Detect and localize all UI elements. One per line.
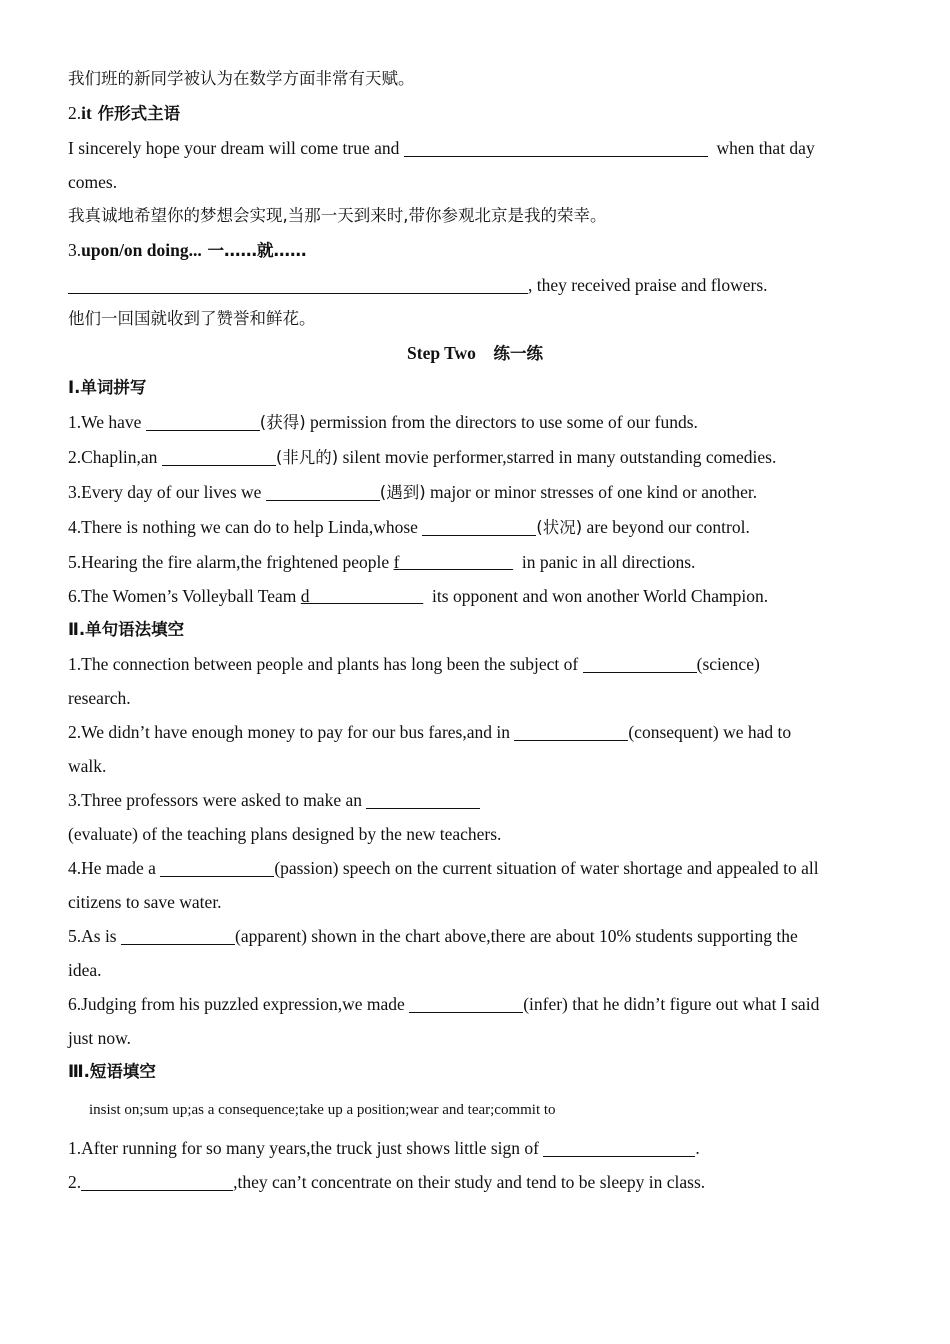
hint-text: (consequent)	[628, 722, 719, 742]
spelling-item	[68, 405, 882, 440]
answer-blank[interactable]	[160, 859, 274, 878]
spelling-item	[68, 579, 882, 613]
section-1-items	[68, 405, 882, 613]
question-text: .	[695, 1138, 700, 1158]
step-title-cn: 练一练	[493, 344, 543, 363]
grammar-item-cont	[68, 681, 882, 715]
question-text: permission from the directors to use some of our funds.	[305, 412, 698, 432]
hint-text: (apparent)	[235, 926, 307, 946]
item-number: 2.	[68, 103, 82, 123]
question-text: 1.We have	[68, 412, 146, 432]
answer-blank[interactable]	[162, 448, 276, 467]
answer-blank[interactable]	[81, 1173, 233, 1192]
grammar-item	[68, 919, 882, 953]
initial-letter: d	[300, 586, 310, 606]
question-text: 6.The Women’s Volleyball Team	[68, 586, 301, 606]
section-2-heading: Ⅱ.单句语法填空	[68, 620, 185, 639]
question-text: 2.	[68, 1172, 82, 1192]
spelling-item	[68, 545, 882, 579]
grammar-item-cont	[68, 953, 882, 987]
hint-text: (非凡的)	[275, 448, 339, 467]
answer-blank[interactable]	[366, 791, 480, 810]
section-3-heading: Ⅲ.短语填空	[68, 1062, 156, 1081]
grammar-item-cont	[68, 1021, 882, 1055]
hint-text: (获得)	[259, 413, 306, 432]
item-2-sentence	[68, 131, 882, 165]
phrase-options: insist on;sum up;as a consequence;take up a position;wear and tear;commit to	[89, 1102, 556, 1118]
question-text: are beyond our control.	[582, 517, 750, 537]
answer-blank[interactable]	[422, 518, 536, 537]
question-text: shown in the chart above,there are about 10% students supporting the	[306, 926, 798, 946]
heading-cn: 一……就……	[201, 241, 307, 260]
step-two-title	[68, 336, 882, 371]
question-text: (evaluate) of the teaching plans designed by the new teachers.	[68, 824, 502, 844]
grammar-item-cont	[68, 749, 882, 783]
spelling-item	[68, 475, 882, 510]
section-2-items	[68, 647, 882, 1055]
hint-text: (遇到)	[379, 483, 426, 502]
answer-blank[interactable]	[121, 927, 235, 946]
answer-blank[interactable]	[409, 995, 523, 1014]
question-text: we had to	[718, 722, 792, 742]
example-translation-1: 我们班的新同学被认为在数学方面非常有天赋。	[68, 69, 415, 88]
question-text: 2.Chaplin,an	[68, 447, 162, 467]
question-text: silent movie performer,starred in many outstanding comedies.	[338, 447, 777, 467]
step-title-en: Step Two	[407, 343, 476, 363]
sentence-text: when that day	[716, 138, 815, 158]
spelling-item	[68, 510, 882, 545]
question-text: 1.The connection between people and plants has long been the subject of	[68, 654, 583, 674]
answer-blank[interactable]	[146, 413, 260, 432]
initial-letter: f	[393, 552, 400, 572]
question-text: walk.	[68, 756, 107, 776]
grammar-item-cont	[68, 817, 882, 851]
question-text: 5.As is	[68, 926, 121, 946]
item-3-heading	[68, 233, 882, 268]
answer-blank[interactable]	[514, 723, 628, 742]
item-2-heading	[68, 96, 882, 131]
initial-letter-blank[interactable]	[394, 552, 514, 572]
grammar-item	[68, 987, 882, 1021]
sentence-text: , they received praise and flowers.	[528, 275, 768, 295]
item-2-sentence-cont: comes.	[68, 172, 118, 192]
item-3-translation: 他们一回国就收到了赞誉和鲜花。	[68, 309, 316, 328]
heading-cn: 作形式主语	[91, 104, 181, 123]
question-text: citizens to save water.	[68, 892, 222, 912]
phrase-item	[68, 1165, 882, 1199]
question-text: speech on the current situation of water shortage and appealed to all	[338, 858, 819, 878]
answer-blank[interactable]	[68, 276, 528, 295]
answer-blank[interactable]	[404, 139, 708, 158]
question-text: that he didn’t figure out what I said	[567, 994, 820, 1014]
heading-en: upon/on doing...	[81, 240, 202, 260]
grammar-item	[68, 783, 882, 817]
section-1-heading: Ⅰ.单词拼写	[68, 378, 147, 397]
hint-text: (passion)	[274, 858, 339, 878]
item-2-translation: 我真诚地希望你的梦想会实现,当那一天到来时,带你参观北京是我的荣幸。	[68, 206, 607, 225]
answer-blank[interactable]	[583, 655, 697, 674]
hint-text: (science)	[696, 654, 760, 674]
question-text: 5.Hearing the fire alarm,the frightened people	[68, 552, 394, 572]
grammar-item	[68, 715, 882, 749]
item-3-sentence	[68, 268, 882, 302]
question-text: 3.Three professors were asked to make an	[68, 790, 367, 810]
question-text: 2.We didn’t have enough money to pay for our bus fares,and in	[68, 722, 515, 742]
question-text: idea.	[68, 960, 102, 980]
question-text: just now.	[68, 1028, 132, 1048]
answer-blank[interactable]	[266, 483, 380, 502]
item-number: 3.	[68, 240, 82, 260]
question-text: its opponent and won another World Champion.	[427, 586, 769, 606]
answer-blank[interactable]	[543, 1139, 695, 1158]
question-text: major or minor stresses of one kind or another.	[425, 482, 758, 502]
heading-en: it	[81, 103, 92, 123]
phrase-item	[68, 1131, 882, 1165]
question-text: in panic in all directions.	[517, 552, 696, 572]
worksheet-page	[68, 62, 882, 1199]
spelling-item	[68, 440, 882, 475]
grammar-item	[68, 851, 882, 885]
initial-letter-blank[interactable]	[301, 586, 424, 606]
question-text: ,they can’t concentrate on their study and tend to be sleepy in class.	[233, 1172, 706, 1192]
question-text: 4.There is nothing we can do to help Linda,whose	[68, 517, 423, 537]
question-text: 3.Every day of our lives we	[68, 482, 266, 502]
grammar-item	[68, 647, 882, 681]
question-text: research.	[68, 688, 131, 708]
hint-text: (状况)	[536, 518, 583, 537]
question-text: 1.After running for so many years,the truck just shows little sign of	[68, 1138, 544, 1158]
grammar-item-cont	[68, 885, 882, 919]
sentence-text: I sincerely hope your dream will come true and	[68, 138, 404, 158]
question-text: 6.Judging from his puzzled expression,we made	[68, 994, 410, 1014]
hint-text: (infer)	[523, 994, 568, 1014]
question-text: 4.He made a	[68, 858, 161, 878]
section-3-items	[68, 1131, 882, 1199]
